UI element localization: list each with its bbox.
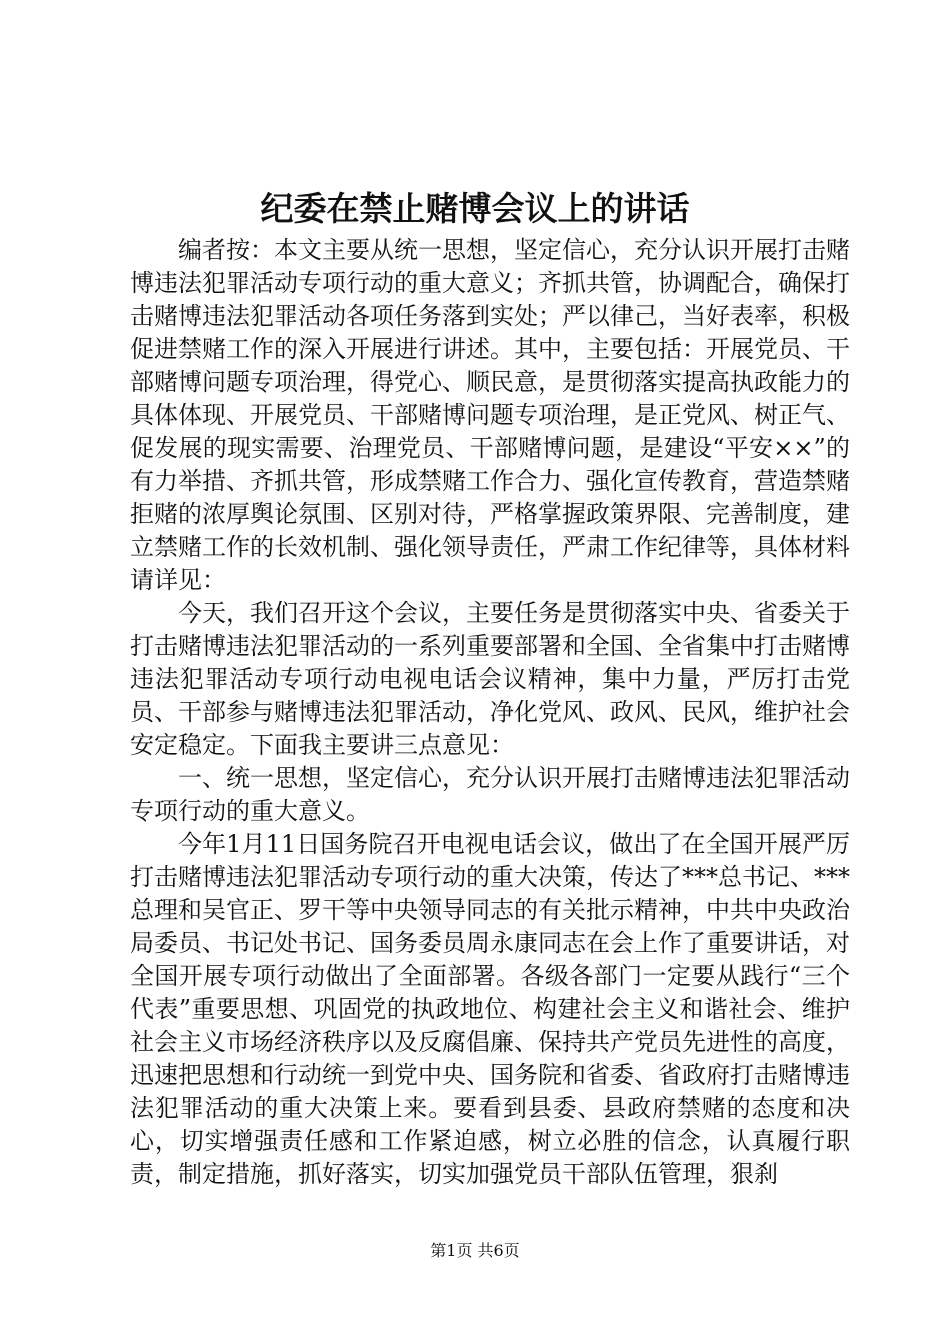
document-body — [130, 234, 850, 1191]
section-heading-1: 一、统一思想，坚定信心，充分认识开展打击赌博违法犯罪活动专项行动的重大意义。 — [130, 764, 850, 825]
document-title: 纪委在禁止赌博会议上的讲话 — [260, 189, 690, 228]
opening-paragraph: 今天，我们召开这个会议，主要任务是贯彻落实中央、省委关于打击赌博违法犯罪活动的一系列重要部署和全国、全省集中打击赌博违法犯罪活动专项行动电视电话会议精神，集中力量，严厉打击党员、干部参与赌博违法犯罪活动，净化党风、政风、民风，维护社会安定稳定。下面我主要讲三点意见： — [130, 599, 850, 759]
page-number-footer: 第1页 共6页 — [430, 1241, 520, 1260]
editor-note-paragraph: 编者按：本文主要从统一思想，坚定信心，充分认识开展打击赌博违法犯罪活动专项行动的重大意义；齐抓共管，协调配合，确保打击赌博违法犯罪活动各项任务落到实处；严以律己，当好表率，积极促进禁赌工作的深入开展进行讲述。其中，主要包括：开展党员、干部赌博问题专项治理，得党心、顺民意，是贯彻落实提高执政能力的具体体现、开展党员、干部赌博问题专项治理，是正党风、树正气、促发展的现实需要、治理党员、干部赌博问题，是建设“平安××”的有力举措、齐抓共管，形成禁赌工作合力、强化宣传教育，营造禁赌拒赌的浓厚舆论氛围、区别对待，严格掌握政策界限、完善制度，建立禁赌工作的长效机制、强化领导责任，严肃工作纪律等，具体材料请详见： — [130, 236, 850, 594]
section-1-paragraph: 今年1月11日国务院召开电视电话会议，做出了在全国开展严厉打击赌博违法犯罪活动专项行动的重大决策，传达了***总书记、***总理和吴官正、罗干等中央领导同志的有关批示精神，中共中央政治局委员、书记处书记、国务委员周永康同志在会上作了重要讲话，对全国开展专项行动做出了全面部署。各级各部门一定要从践行“三个代表”重要思想、巩固党的执政地位、构建社会主义和谐社会、维护社会主义市场经济秩序以及反腐倡廉、保持共产党员先进性的高度，迅速把思想和行动统一到党中央、国务院和省委、省政府打击赌博违法犯罪活动的重大决策上来。要看到县委、县政府禁赌的态度和决心，切实增强责任感和工作紧迫感，树立必胜的信念，认真履行职责，制定措施，抓好落实，切实加强党员干部队伍管理，狠刹 — [130, 830, 850, 1188]
